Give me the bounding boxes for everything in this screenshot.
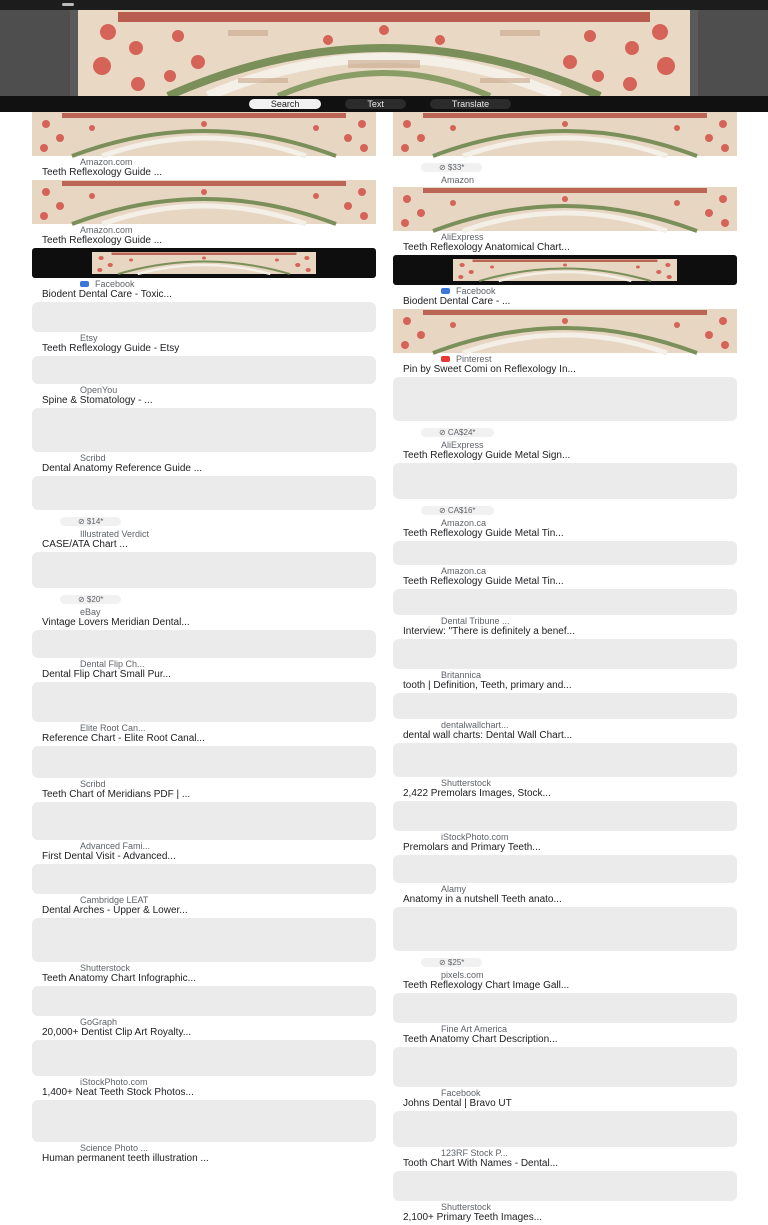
result-thumbnail-placeholder	[393, 463, 737, 499]
result-title[interactable]: Dental Anatomy Reference Guide ...	[42, 463, 203, 474]
teeth-chart-thumbnail-icon	[32, 180, 376, 224]
source-name: Britannica	[441, 670, 482, 680]
result-card[interactable]	[393, 1047, 737, 1109]
result-card[interactable]	[393, 801, 737, 853]
result-card[interactable]	[393, 377, 737, 461]
result-title[interactable]: dental wall charts: Dental Wall Chart...	[403, 730, 573, 741]
result-source	[403, 832, 727, 842]
source-name: Elite Root Can...	[80, 723, 146, 733]
result-source	[403, 884, 727, 894]
result-card[interactable]	[393, 1111, 737, 1169]
result-card[interactable]	[32, 302, 376, 354]
result-thumbnail	[393, 112, 737, 156]
result-title[interactable]: Reference Chart - Elite Root Canal...	[42, 733, 205, 744]
result-title[interactable]: Teeth Reflexology Chart Image Gall...	[403, 980, 570, 991]
result-source	[42, 1017, 366, 1027]
result-title[interactable]: Teeth Chart of Meridians PDF | ...	[42, 789, 191, 800]
drag-handle-icon[interactable]	[62, 3, 74, 6]
thumbnail-inner	[92, 252, 316, 274]
result-source	[42, 659, 366, 669]
result-title[interactable]: Teeth Anatomy Chart Infographic...	[42, 973, 196, 984]
result-source	[403, 670, 727, 680]
result-thumbnail-placeholder	[393, 1171, 737, 1201]
result-title[interactable]: Interview: "There is definitely a benef...	[403, 626, 575, 637]
image-viewer	[0, 10, 768, 112]
source-name: Pinterest	[456, 354, 492, 364]
result-meta	[393, 1147, 737, 1169]
result-meta	[32, 722, 376, 744]
result-card[interactable]	[393, 1171, 737, 1223]
result-source	[42, 779, 366, 789]
result-thumbnail-placeholder	[32, 746, 376, 778]
result-source	[42, 723, 366, 733]
result-source	[42, 1143, 366, 1153]
site-favicon-icon	[80, 281, 89, 287]
source-name: OpenYou	[80, 385, 118, 395]
result-meta	[32, 1076, 376, 1098]
result-meta	[32, 332, 376, 354]
result-thumbnail	[32, 248, 376, 278]
result-source	[403, 1024, 727, 1034]
result-thumbnail-placeholder	[393, 1111, 737, 1147]
result-card[interactable]	[32, 476, 376, 550]
result-meta	[32, 156, 376, 178]
source-name: AliExpress	[441, 232, 484, 242]
result-thumbnail	[32, 112, 376, 156]
result-meta	[32, 1142, 376, 1164]
result-title[interactable]: Vintage Lovers Meridian Dental...	[42, 617, 190, 628]
result-source	[42, 385, 366, 395]
result-source	[403, 232, 727, 242]
result-meta	[393, 353, 737, 375]
teeth-chart-thumbnail-icon	[32, 112, 376, 156]
result-meta	[393, 1023, 737, 1045]
teeth-chart-thumbnail-icon	[393, 112, 737, 156]
result-thumbnail-placeholder	[393, 693, 737, 719]
result-card[interactable]	[32, 802, 376, 862]
source-name: GoGraph	[80, 1017, 118, 1027]
result-meta	[393, 1201, 737, 1223]
result-card[interactable]	[393, 187, 737, 253]
result-thumbnail-placeholder	[32, 552, 376, 588]
source-name: Scribd	[80, 779, 106, 789]
result-card[interactable]	[32, 918, 376, 984]
result-thumbnail-placeholder	[393, 855, 737, 883]
query-image[interactable]	[78, 10, 690, 98]
result-source	[42, 841, 366, 851]
result-meta	[393, 615, 737, 637]
source-name: Shutterstock	[80, 963, 131, 973]
source-name: Facebook	[456, 286, 496, 296]
result-card[interactable]	[393, 112, 737, 185]
result-card[interactable]	[32, 682, 376, 744]
result-thumbnail	[32, 180, 376, 224]
source-name: Cambridge LEAT	[80, 895, 149, 905]
result-title[interactable]: CASE/ATA Chart ...	[42, 539, 128, 550]
result-source	[42, 453, 366, 463]
result-card[interactable]	[32, 248, 376, 300]
source-name: iStockPhoto.com	[80, 1077, 148, 1087]
result-source	[403, 1202, 727, 1212]
source-name: Dental Flip Ch...	[80, 659, 145, 669]
source-name: Dental Tribune ...	[441, 616, 510, 626]
result-title[interactable]: Teeth Reflexology Anatomical Chart...	[403, 242, 570, 253]
status-bar	[0, 0, 768, 10]
result-title[interactable]: Premolars and Primary Teeth...	[403, 842, 541, 853]
result-source	[42, 225, 366, 235]
result-meta	[32, 588, 376, 628]
result-source	[403, 970, 727, 980]
result-card[interactable]	[32, 180, 376, 246]
result-thumbnail-placeholder	[32, 630, 376, 658]
result-card[interactable]	[393, 639, 737, 691]
result-card[interactable]	[32, 356, 376, 406]
result-card[interactable]	[32, 746, 376, 800]
price-badge: ⊘ CA$24*	[421, 428, 494, 437]
result-meta	[32, 962, 376, 984]
source-name: Facebook	[441, 1088, 481, 1098]
result-thumbnail-placeholder	[32, 1100, 376, 1142]
result-card[interactable]	[393, 693, 737, 741]
site-favicon-icon	[441, 288, 450, 294]
result-thumbnail-placeholder	[32, 302, 376, 332]
result-title[interactable]: Teeth Reflexology Guide Metal Sign...	[403, 450, 571, 461]
result-title[interactable]: Teeth Anatomy Chart Description...	[403, 1034, 558, 1045]
source-name: Science Photo ...	[80, 1143, 149, 1153]
result-card[interactable]	[393, 907, 737, 991]
source-name: Amazon	[441, 175, 475, 185]
source-name: eBay	[80, 607, 101, 617]
result-thumbnail-placeholder	[393, 639, 737, 669]
result-card[interactable]	[393, 463, 737, 539]
source-name: Alamy	[441, 884, 467, 894]
result-source	[42, 333, 366, 343]
result-title[interactable]: 20,000+ Dentist Clip Art Royalty...	[42, 1027, 192, 1038]
source-name: Shutterstock	[441, 1202, 492, 1212]
result-meta	[32, 224, 376, 246]
result-title[interactable]: Teeth Reflexology Guide Metal Tin...	[403, 528, 564, 539]
result-meta	[393, 421, 737, 461]
result-source	[42, 963, 366, 973]
result-source	[403, 1088, 727, 1098]
tab-search[interactable]: Search	[249, 99, 322, 109]
result-card[interactable]	[32, 986, 376, 1038]
result-meta	[32, 658, 376, 680]
result-title[interactable]: 2,100+ Primary Teeth Images...	[403, 1212, 543, 1223]
source-name: Amazon.ca	[441, 566, 487, 576]
source-name: 123RF Stock P...	[441, 1148, 508, 1158]
result-source	[403, 1148, 727, 1158]
price-badge: ⊘ $33*	[421, 163, 482, 172]
teeth-chart-thumbnail-icon	[92, 252, 316, 274]
result-meta	[393, 1087, 737, 1109]
source-name: Amazon.com	[80, 225, 133, 235]
result-title[interactable]: Tooth Chart With Names - Dental...	[403, 1158, 559, 1169]
result-meta	[393, 669, 737, 691]
result-title[interactable]: First Dental Visit - Advanced...	[42, 851, 176, 862]
results-column-right	[393, 112, 737, 1225]
result-meta	[32, 894, 376, 916]
result-card[interactable]	[32, 630, 376, 680]
tab-text[interactable]: Text	[345, 99, 406, 109]
result-source	[42, 529, 366, 539]
result-card[interactable]	[393, 589, 737, 637]
result-source	[42, 279, 366, 289]
source-name: AliExpress	[441, 440, 484, 450]
result-card[interactable]	[32, 864, 376, 916]
result-meta	[393, 883, 737, 905]
result-meta	[393, 951, 737, 991]
result-thumbnail-placeholder	[32, 682, 376, 722]
result-meta	[32, 840, 376, 862]
result-card[interactable]	[393, 309, 737, 375]
site-favicon-icon	[441, 356, 450, 362]
result-card[interactable]	[32, 552, 376, 628]
result-title[interactable]: 1,400+ Neat Teeth Stock Photos...	[42, 1087, 194, 1098]
result-thumbnail-placeholder	[32, 476, 376, 510]
result-meta	[393, 285, 737, 307]
result-meta	[393, 719, 737, 741]
result-meta	[32, 1016, 376, 1038]
result-source	[42, 157, 366, 167]
result-title[interactable]: Biodent Dental Care - ...	[403, 296, 511, 307]
result-meta	[32, 778, 376, 800]
result-source	[403, 175, 727, 185]
result-thumbnail-placeholder	[393, 377, 737, 421]
result-card[interactable]	[393, 541, 737, 587]
result-meta	[32, 452, 376, 474]
result-meta	[393, 231, 737, 253]
result-card[interactable]	[393, 743, 737, 799]
result-thumbnail	[393, 187, 737, 231]
result-source	[403, 720, 727, 730]
result-source	[403, 286, 727, 296]
result-title[interactable]: Human permanent teeth illustration ...	[42, 1153, 209, 1164]
result-source	[42, 607, 366, 617]
result-source	[403, 518, 727, 528]
source-name: dentalwallchart...	[441, 720, 509, 730]
result-meta	[393, 565, 737, 587]
price-badge: ⊘ $20*	[60, 595, 121, 604]
result-thumbnail-placeholder	[32, 802, 376, 840]
result-thumbnail-placeholder	[393, 993, 737, 1023]
result-thumbnail-placeholder	[393, 1047, 737, 1087]
result-title[interactable]: Dental Flip Chart Small Pur...	[42, 669, 171, 680]
result-title[interactable]: 2,422 Premolars Images, Stock...	[403, 788, 551, 799]
source-name: Illustrated Verdict	[80, 529, 150, 539]
result-source	[403, 440, 727, 450]
teeth-chart-thumbnail-icon	[453, 259, 677, 281]
result-thumbnail-placeholder	[393, 801, 737, 831]
source-name: Shutterstock	[441, 778, 492, 788]
source-name: pixels.com	[441, 970, 484, 980]
teeth-chart-icon	[78, 10, 690, 98]
result-meta	[393, 499, 737, 539]
source-name: Advanced Fami...	[80, 841, 151, 851]
result-title[interactable]: Teeth Reflexology Guide - Etsy	[42, 343, 180, 354]
result-thumbnail-placeholder	[32, 356, 376, 384]
result-title[interactable]: Dental Arches - Upper & Lower...	[42, 905, 188, 916]
result-title[interactable]: Teeth Reflexology Guide ...	[42, 167, 163, 178]
price-badge: ⊘ $25*	[421, 958, 482, 967]
result-card[interactable]	[32, 112, 376, 178]
result-source	[42, 1077, 366, 1087]
source-name: iStockPhoto.com	[441, 832, 509, 842]
result-card[interactable]	[393, 855, 737, 905]
source-name: Amazon.com	[80, 157, 133, 167]
teeth-chart-thumbnail-icon	[393, 309, 737, 353]
result-meta	[393, 831, 737, 853]
price-badge: ⊘ $14*	[60, 517, 121, 526]
result-title[interactable]: Anatomy in a nutshell Teeth anato...	[403, 894, 562, 905]
lens-mode-tabs	[120, 98, 640, 110]
result-source	[403, 566, 727, 576]
result-thumbnail	[393, 309, 737, 353]
price-badge: ⊘ CA$16*	[421, 506, 494, 515]
result-title[interactable]: Spine & Stomatology - ...	[42, 395, 153, 406]
result-title[interactable]: tooth | Definition, Teeth, primary and...	[403, 680, 572, 691]
source-name: Etsy	[80, 333, 98, 343]
source-name: Amazon.ca	[441, 518, 487, 528]
result-thumbnail-placeholder	[32, 408, 376, 452]
result-card[interactable]	[32, 1100, 376, 1164]
thumbnail-inner	[453, 259, 677, 281]
result-thumbnail-placeholder	[32, 918, 376, 962]
result-card[interactable]	[393, 255, 737, 307]
result-thumbnail-placeholder	[32, 1040, 376, 1076]
source-name: Facebook	[95, 279, 135, 289]
result-thumbnail-placeholder	[393, 589, 737, 615]
result-thumbnail	[393, 255, 737, 285]
result-thumbnail-placeholder	[393, 907, 737, 951]
result-meta	[393, 777, 737, 799]
result-source	[403, 354, 727, 364]
source-name: Scribd	[80, 453, 106, 463]
result-title[interactable]: Johns Dental | Bravo UT	[403, 1098, 512, 1109]
results-column-left	[32, 112, 376, 1166]
result-meta	[32, 384, 376, 406]
result-source	[403, 616, 727, 626]
result-card[interactable]	[32, 408, 376, 474]
result-thumbnail-placeholder	[393, 541, 737, 565]
result-card[interactable]	[32, 1040, 376, 1098]
result-source	[42, 895, 366, 905]
tab-translate[interactable]: Translate	[430, 99, 511, 109]
result-meta	[32, 510, 376, 550]
result-title[interactable]: Teeth Reflexology Guide Metal Tin...	[403, 576, 564, 587]
result-source	[403, 778, 727, 788]
result-thumbnail-placeholder	[32, 986, 376, 1016]
result-meta	[32, 278, 376, 300]
source-name: Fine Art America	[441, 1024, 508, 1034]
result-meta	[393, 156, 737, 185]
result-thumbnail-placeholder	[32, 864, 376, 894]
result-thumbnail-placeholder	[393, 743, 737, 777]
result-title[interactable]: Teeth Reflexology Guide ...	[42, 235, 163, 246]
teeth-chart-thumbnail-icon	[393, 187, 737, 231]
result-card[interactable]	[393, 993, 737, 1045]
result-title[interactable]: Biodent Dental Care - Toxic...	[42, 289, 172, 300]
result-title[interactable]: Pin by Sweet Comi on Reflexology In...	[403, 364, 576, 375]
